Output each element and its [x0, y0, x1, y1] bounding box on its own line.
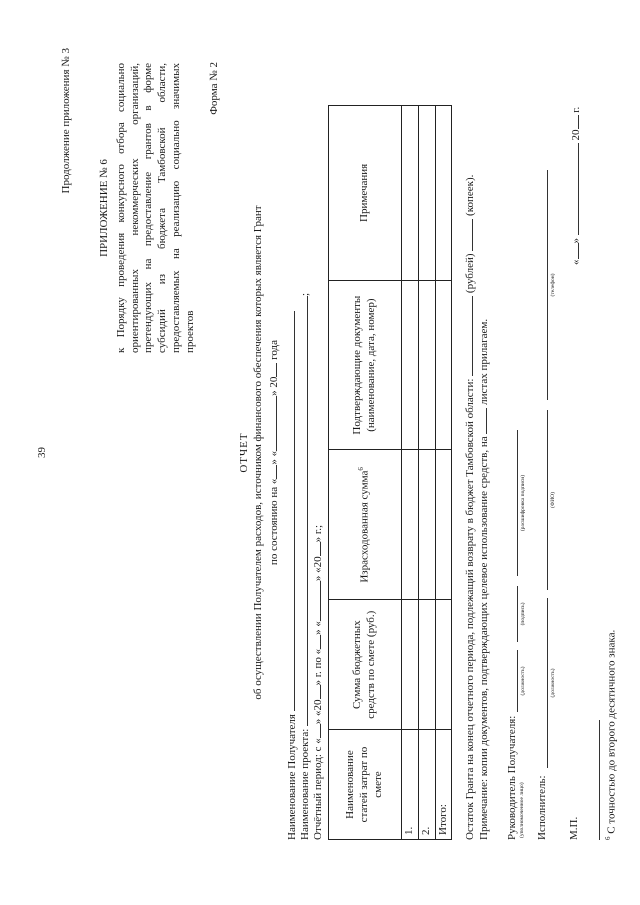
total-label: Итого:: [435, 730, 452, 840]
note-prefix: Примечание: копии документов, подтверждающих целевое использование средств, на: [478, 436, 490, 840]
annex-title: ПРИЛОЖЕНИЕ № 6: [98, 159, 110, 257]
col-header-notes: Примечания: [329, 106, 402, 281]
table-cell: [435, 280, 452, 450]
table-cell: [435, 106, 452, 281]
date-suffix: г.: [570, 106, 582, 113]
project-semicolon: ;: [299, 292, 311, 296]
recipient-blank: [284, 311, 295, 711]
executor-label: Исполнитель:: [536, 775, 548, 840]
table-cell: [402, 280, 419, 450]
remainder-text: Остаток Гранта на конец отчетного периода, подлежащий возврату в бюджет Тамбовской области:: [464, 378, 476, 840]
table-cell: [418, 280, 435, 450]
head-position-line: [517, 650, 518, 712]
annex-text: к Порядку проведения конкурсного отбора социально ориентированных некоммерческих организаций, претендующих на предоставление грантов в форме субсидий из бюджета Тамбовской области, предоставляемых на реализацию социально значимых проектов: [114, 63, 196, 353]
period-day-2: [310, 635, 321, 649]
period-to: г. по «: [312, 648, 324, 678]
date-month-blank: [568, 143, 579, 235]
executor-fio-caption: (ФИО): [550, 492, 556, 508]
table-cell: [402, 600, 419, 730]
period-end: г.;: [312, 524, 324, 535]
period-year-1: » «20: [312, 699, 324, 725]
as-of-suffix: года: [267, 339, 280, 360]
executor-position-caption: (должность): [550, 668, 556, 698]
table-cell: [435, 450, 452, 600]
executor-fio-line: [547, 410, 548, 590]
executor-phone-caption: (телефон): [550, 273, 556, 297]
as-of-year: 20: [267, 376, 280, 388]
date-open: «: [570, 259, 582, 265]
continuation-heading: Продолжение приложения № 3: [60, 48, 72, 194]
table-total-row: [435, 106, 452, 840]
note-line: [476, 80, 492, 840]
head-signature-line: [517, 586, 518, 642]
head-decode-caption: (расшифровка подписи): [520, 474, 526, 532]
table-cell: [418, 600, 435, 730]
as-of-year-blank: [266, 363, 277, 377]
table-cell: [402, 450, 419, 600]
executor-signature-row: [536, 40, 566, 840]
as-of-day-blank: [266, 465, 277, 479]
row-number: 1.: [402, 730, 419, 840]
report-subtitle: об осуществлении Получателем расходов, источником финансового обеспечения которых является Грант: [251, 205, 264, 700]
table-row: [402, 106, 419, 840]
col-header-documents: Подтверждающие документы (наименование, дата, номер): [329, 280, 402, 450]
remainder-rub: (рублей): [464, 253, 476, 294]
table-cell: [435, 600, 452, 730]
as-of-month-blank: [266, 396, 277, 451]
date-day-blank: [568, 244, 579, 260]
remainder-rub-blank: [462, 296, 473, 376]
signature-date: [568, 107, 584, 265]
date-year: 20: [570, 129, 582, 141]
project-blank: [297, 296, 308, 726]
period-year-2: » «20: [312, 556, 324, 582]
project-label: Наименование проекта:: [299, 728, 311, 840]
executor-phone-line: [547, 170, 548, 400]
table-row: [418, 106, 435, 840]
period-month-2: [310, 581, 321, 621]
head-position-caption: (должность): [520, 666, 526, 696]
note-suffix: листах прилагаем.: [478, 318, 490, 405]
as-of-mid: »: [267, 459, 280, 465]
head-signature-caption: (подпись): [520, 602, 526, 626]
recipient-label: Наименование Получателя: [286, 714, 298, 840]
footnote-ref: 6: [357, 467, 366, 471]
col-header-budget-sum: Сумма бюджетных средств по смете (руб.): [329, 600, 402, 730]
executor-position-line: [547, 598, 548, 768]
table-header-row: [329, 106, 402, 840]
period-field: Отчётный период: с «» «20» г. по «» «» «20» г.;: [312, 524, 324, 840]
date-mid: »: [570, 238, 582, 244]
head-signature-row: [506, 40, 536, 840]
col-header-expense-items: Наименование статей затрат по смете: [329, 730, 402, 840]
as-of-prefix: по состоянию на «: [267, 478, 280, 566]
page-number: 39: [36, 447, 48, 458]
signature-block: [506, 40, 566, 840]
col-header-spent-sum: Израсходованная сумма$^6$: [329, 450, 402, 600]
report-heading: [238, 0, 281, 905]
period-year-1-blank: [310, 685, 321, 699]
table-cell: [418, 450, 435, 600]
table-cell: [402, 106, 419, 281]
report-as-of: по состоянию на «» «» 20 года: [267, 339, 280, 566]
period-day-1: [310, 724, 321, 738]
period-year-2-blank: [310, 542, 321, 556]
footnote: [604, 630, 619, 840]
footnote-marker: 6: [604, 836, 612, 840]
annex-block: [98, 63, 197, 353]
head-label: Руководитель Получателя:: [506, 715, 518, 840]
remainder-kop-blank: [462, 219, 473, 251]
report-title: ОТЧЕТ: [238, 432, 250, 473]
report-table: [328, 105, 452, 840]
head-sub-caption: (уполномоченное лицо): [519, 782, 525, 838]
footnote-separator: [599, 720, 600, 840]
period-label: Отчётный период: с «: [312, 738, 324, 840]
row-number: 2.: [418, 730, 435, 840]
note-sheets-blank: [476, 408, 487, 434]
date-year-blank: [568, 116, 579, 130]
stamp-place: М.П.: [568, 816, 580, 840]
footnote-text: С точностью до второго десятичного знака.: [605, 629, 618, 834]
table-cell: [418, 106, 435, 281]
head-decode-line: [517, 430, 518, 576]
form-number: Форма № 2: [208, 62, 220, 115]
remainder-kop: (копеек).: [464, 174, 476, 216]
